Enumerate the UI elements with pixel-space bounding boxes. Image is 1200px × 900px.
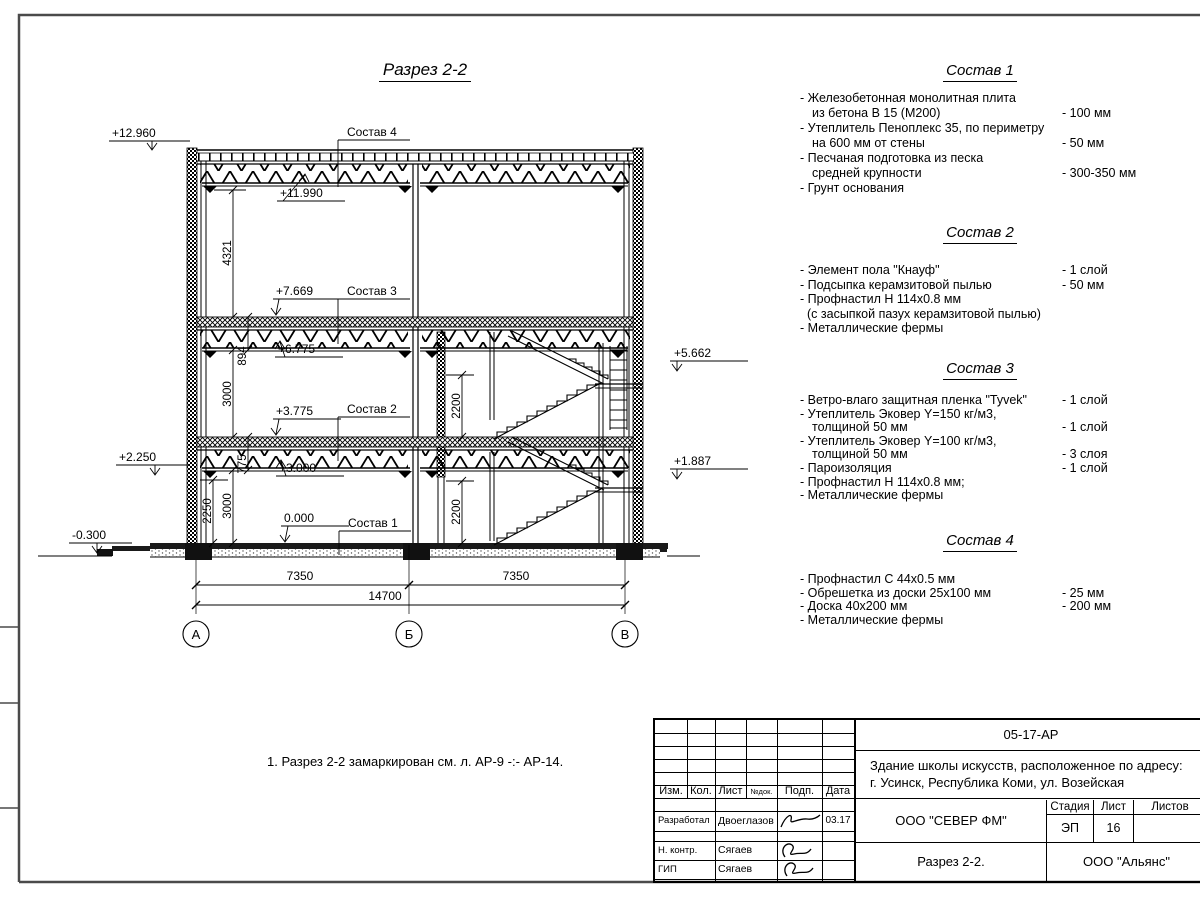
axis-bubble-a: А [191, 627, 201, 642]
role-developed: Разработал [658, 815, 710, 826]
list-item: - Профнастил Н 114х0.8 мм; [800, 474, 965, 489]
sheet-label: Лист [1094, 800, 1134, 815]
sheets-label: Листов [1134, 800, 1200, 815]
elevation-12960: +12.960 [112, 126, 156, 140]
dim-775: 775 [237, 454, 249, 474]
elevation-5662: +5.662 [674, 346, 712, 360]
list-item: - Доска 40х200 мм - 200 мм [800, 599, 1112, 614]
org-stage-row [856, 800, 1200, 843]
list-item: толщиной 50 мм - 3 слоя [812, 447, 1108, 462]
list-item: - Утеплитель Эковер Y=100 кг/м3, [800, 433, 997, 448]
composition-4-title: Состав 4 [778, 532, 1182, 549]
dim-4321: 4321 [222, 240, 234, 266]
list-item: - Обрешетка из доски 25х100 мм - 25 мм [800, 585, 1105, 600]
building-walls [187, 148, 643, 557]
list-item: средней крупности - 300-350 мм [812, 166, 1137, 180]
composition-1-title: Состав 1 [778, 62, 1182, 79]
composition-block-4 [778, 532, 1182, 627]
composition-2-title: Состав 2 [778, 224, 1182, 241]
axis-bubble-b: Б [404, 627, 414, 642]
callout-sostav2: Состав 2 [347, 402, 397, 416]
list-item: - Утеплитель Пеноплекс 35, по периметру [800, 121, 1045, 135]
name-gip: Сягаев [718, 863, 753, 875]
dim-2200-lower: 2200 [451, 499, 463, 525]
dim-3000-upper: 3000 [222, 381, 234, 407]
list-item: - Грунт основания [800, 181, 905, 195]
callout-sostav4: Состав 4 [347, 125, 397, 139]
stage-label: Стадия [1047, 800, 1094, 815]
elevation-3775: +3.775 [276, 404, 314, 418]
elevation-6775: +6.775 [278, 342, 316, 356]
sheet-note: 1. Разрез 2-2 замаркирован см. л. АР-9 -:- АР-14. [267, 754, 564, 769]
sheet-title-row [856, 843, 1200, 881]
dim-7350-left: 7350 [286, 569, 314, 583]
col-header-podp: Подп. [784, 785, 815, 797]
doc-code: 05-17-АР [856, 720, 1200, 751]
drawing-title: Разрез 2-2 [330, 60, 520, 80]
elevation-marks [69, 141, 748, 553]
dim-7350-right: 7350 [502, 569, 530, 583]
elevation-3000: +3.000 [279, 461, 317, 475]
ground-slab [38, 543, 700, 560]
list-item: (с засыпкой пазух керамзитовой пылью) [807, 306, 1041, 321]
col-header-list: Лист [718, 785, 743, 797]
signature-ncontr-gip [773, 839, 823, 881]
composition-block-3 [778, 360, 1182, 503]
list-item: - Металлические фермы [800, 612, 944, 627]
dim-3000-lower: 3000 [222, 493, 234, 519]
contractor-name: ООО "Альянс" [1083, 854, 1170, 869]
list-item: - Подсыпка керамзитовой пылью - 50 мм [800, 277, 1105, 292]
list-item: - Утеплитель Эковер Y=150 кг/м3, [800, 406, 997, 421]
composition-block-2 [778, 224, 1182, 336]
list-item: - Ветро-влаго защитная пленка "Tyvek" - 1 слой [800, 393, 1108, 407]
list-item: из бетона В 15 (М200) - 100 мм [812, 106, 1112, 120]
list-item: - Профнастил С 44х0.5 мм [800, 572, 956, 586]
project-name [856, 751, 1200, 799]
list-item: толщиной 50 мм - 1 слой [812, 420, 1108, 435]
col-header-data: Дата [825, 785, 851, 797]
title-block-signatures [655, 720, 856, 881]
role-gip: ГИП [658, 864, 677, 875]
list-item: на 600 мм от стены - 50 мм [812, 136, 1105, 150]
axis-bubble-v: В [620, 627, 630, 642]
stage-value: ЭП [1047, 815, 1094, 842]
dim-2250: 2250 [202, 498, 214, 524]
elevation-0000: 0.000 [284, 511, 315, 525]
sheet-number: 16 [1094, 815, 1134, 842]
project-line1: Здание школы искусств, расположенное по адресу: [870, 758, 1183, 773]
list-item: - Элемент пола "Кнауф" - 1 слой [800, 263, 1108, 277]
elevation-7669: +7.669 [276, 284, 314, 298]
elevation-11990: +11.990 [280, 186, 323, 200]
elevation-m0300: -0.300 [72, 528, 107, 542]
callout-sostav3: Состав 3 [347, 284, 397, 298]
list-item: - Металлические фермы [800, 488, 944, 503]
dim-2200-upper: 2200 [451, 393, 463, 419]
sheets-total [1134, 815, 1200, 842]
roof-truss [197, 150, 633, 193]
project-line2: г. Усинск, Республика Коми, ул. Возейская [870, 775, 1125, 790]
callout-sostav1: Состав 1 [348, 516, 398, 530]
list-item: - Профнастил Н 114х0.8 мм [800, 292, 962, 306]
composition-3-title: Состав 3 [778, 360, 1182, 377]
role-ncontr: Н. контр. [658, 845, 698, 856]
org-name: ООО "СЕВЕР ФМ" [856, 800, 1047, 842]
list-item: - Металлические фермы [800, 321, 944, 335]
dim-894: 894 [237, 346, 249, 366]
composition-block-1 [778, 62, 1182, 196]
sheet-title: Разрез 2-2. [856, 843, 1047, 881]
title-block-info [856, 720, 1200, 881]
title-block [653, 718, 1200, 883]
elevation-1887: +1.887 [674, 454, 712, 468]
floor-truss-level3 [197, 317, 633, 358]
list-item: - Пароизоляция - 1 слой [800, 460, 1108, 475]
list-item: - Песчаная подготовка из песка [800, 151, 984, 165]
dim-14700: 14700 [368, 589, 402, 603]
date-developed: 03.17 [825, 815, 851, 826]
col-header-izm: Изм. [659, 785, 683, 797]
col-header-ndok: №док. [750, 787, 773, 796]
name-ncontr: Сягаев [718, 844, 753, 856]
col-header-kol: Кол. [690, 785, 712, 797]
name-developed: Двоеглазов [718, 815, 774, 827]
list-item: - Железобетонная монолитная плита [800, 91, 1016, 105]
signature-developed [777, 810, 822, 832]
elevation-2250: +2.250 [119, 450, 157, 464]
